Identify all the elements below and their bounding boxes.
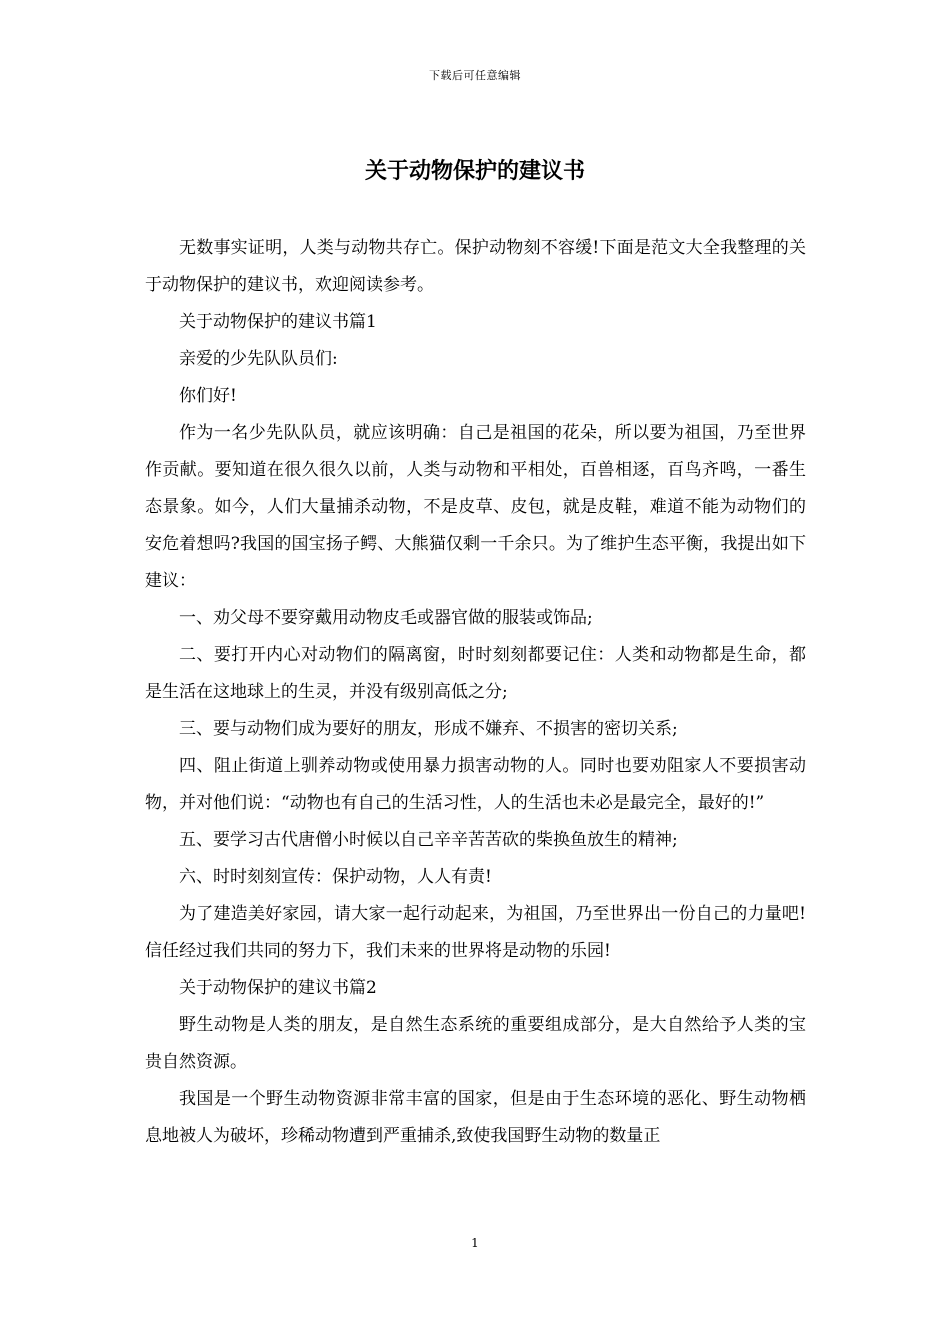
- suggestion-item: 三、要与动物们成为要好的朋友，形成不嫌弃、不损害的密切关系;: [179, 719, 678, 739]
- paragraph: 作为一名少先队队员，就应该明确：自己是祖国的花朵，所以要为祖国，乃至世界作贡献。要知道在很久很久以前，人类与动物和平相处，百兽相逐，百鸟齐鸣，一番生态景象。如今，人们大量捕杀动物，不是皮草、皮包，就是皮鞋，难道不能为动物们的安危着想吗?我国的国宝扬子鳄、大熊猫仅剩一千余只。为了维护生态平衡，我提出如下建议：: [145, 423, 806, 591]
- suggestion-item: 四、阻止街道上驯养动物或使用暴力损害动物的人。同时也要劝阻家人不要损害动物，并对他们说：“动物也有自己的生活习性，人的生活也未必是最完全，最好的!”: [145, 756, 806, 813]
- paragraph-intro: 无数事实证明，人类与动物共存亡。保护动物刻不容缓!下面是范文大全我整理的关于动物保护的建议书，欢迎阅读参考。: [145, 238, 806, 295]
- greeting: 你们好!: [179, 386, 237, 406]
- header-note: 下载后可任意编辑: [429, 69, 521, 82]
- document-title: 关于动物保护的建议书: [364, 158, 585, 184]
- paragraph: 野生动物是人类的朋友，是自然生态系统的重要组成部分，是大自然给予人类的宝贵自然资源。: [145, 1015, 806, 1072]
- suggestion-item: 六、时时刻刻宣传：保护动物，人人有责!: [179, 867, 492, 887]
- suggestion-item: 一、劝父母不要穿戴用动物皮毛或器官做的服装或饰品;: [179, 608, 593, 628]
- section-heading-1: 关于动物保护的建议书篇1: [179, 312, 377, 332]
- salutation: 亲爱的少先队队员们:: [179, 349, 338, 369]
- suggestion-item: 二、要打开内心对动物们的隔离窗，时时刻刻都要记住：人类和动物都是生命，都是生活在这地球上的生灵，并没有级别高低之分;: [145, 645, 806, 702]
- document-body: [145, 230, 806, 1155]
- section-heading-2: 关于动物保护的建议书篇2: [179, 978, 377, 998]
- paragraph-closing: 为了建造美好家园，请大家一起行动起来，为祖国，乃至世界出一份自己的力量吧!信任经过我们共同的努力下，我们未来的世界将是动物的乐园!: [145, 904, 806, 961]
- paragraph: 我国是一个野生动物资源非常丰富的国家，但是由于生态环境的恶化、野生动物栖息地被人为破坏，珍稀动物遭到严重捕杀,致使我国野生动物的数量正: [145, 1089, 806, 1146]
- page-number: 1: [471, 1236, 479, 1250]
- suggestion-item: 五、要学习古代唐僧小时候以自己辛辛苦苦砍的柴换鱼放生的精神;: [179, 830, 678, 850]
